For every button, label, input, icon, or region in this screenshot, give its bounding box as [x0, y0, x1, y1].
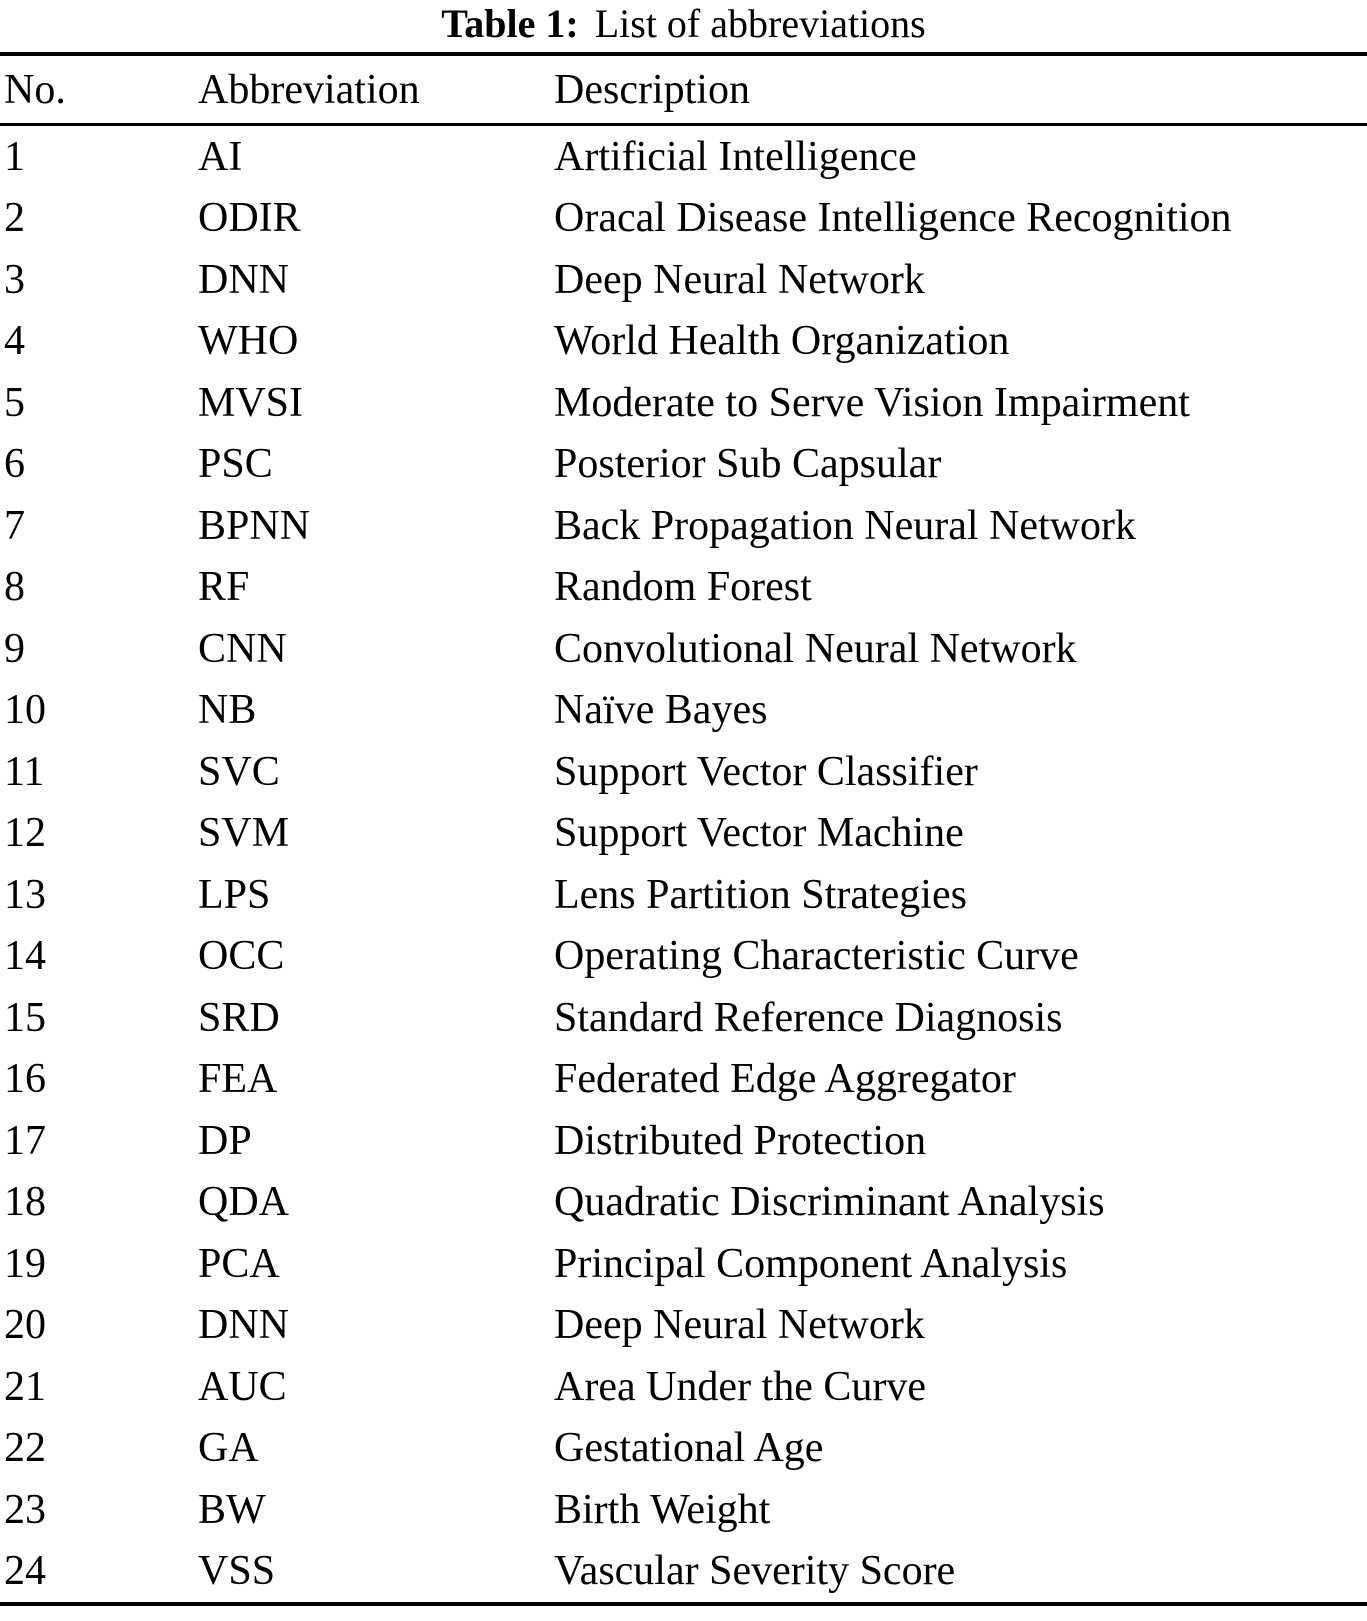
cell-no: 11: [4, 748, 45, 795]
cell-description: Random Forest: [554, 564, 812, 611]
cell-abbreviation: DP: [198, 1117, 252, 1164]
cell-no: 21: [4, 1363, 46, 1410]
cell-abbreviation: RF: [198, 564, 250, 611]
table-row: [0, 618, 1367, 680]
cell-no: 10: [4, 687, 46, 734]
cell-description: Vascular Severity Score: [554, 1548, 956, 1595]
cell-abbreviation: NB: [198, 687, 257, 734]
cell-no: 16: [4, 1056, 46, 1103]
table-row: [0, 311, 1367, 373]
cell-description: Deep Neural Network: [554, 256, 925, 303]
table-row: [0, 1356, 1367, 1418]
table-row: [0, 1049, 1367, 1111]
table-row: [0, 434, 1367, 496]
cell-description: Federated Edge Aggregator: [554, 1056, 1016, 1103]
cell-description: Operating Characteristic Curve: [554, 933, 1079, 980]
table-row: [0, 864, 1367, 926]
cell-no: 2: [4, 195, 25, 242]
cell-abbreviation: CNN: [198, 625, 287, 672]
cell-description: Area Under the Curve: [554, 1363, 927, 1410]
table-row: [0, 987, 1367, 1049]
cell-no: 20: [4, 1302, 46, 1349]
cell-abbreviation: SVC: [198, 748, 280, 795]
cell-abbreviation: PCA: [198, 1240, 280, 1287]
cell-abbreviation: OCC: [198, 933, 285, 980]
table-header: [0, 54, 1367, 125]
cell-abbreviation: FEA: [198, 1056, 278, 1103]
table-row: [0, 1172, 1367, 1234]
cell-no: 22: [4, 1425, 46, 1472]
cell-description: Posterior Sub Capsular: [554, 441, 942, 488]
cell-description: Standard Reference Diagnosis: [554, 994, 1063, 1041]
table-title-text: List of abbreviations: [594, 1, 926, 46]
cell-description: Oracal Disease Intelligence Recognition: [554, 195, 1232, 242]
cell-no: 9: [4, 625, 25, 672]
cell-description: World Health Organization: [554, 318, 1010, 365]
cell-abbreviation: ODIR: [198, 195, 301, 242]
cell-description: Birth Weight: [554, 1486, 771, 1533]
abbreviations-table: [0, 52, 1367, 1606]
cell-description: Deep Neural Network: [554, 1302, 925, 1349]
cell-abbreviation: BPNN: [198, 502, 311, 549]
cell-no: 8: [4, 564, 25, 611]
cell-no: 4: [4, 318, 25, 365]
cell-no: 5: [4, 379, 25, 426]
table-row: [0, 1479, 1367, 1541]
table-row: [0, 188, 1367, 250]
table-title: [0, 0, 1367, 52]
column-header-no: No.: [4, 66, 66, 113]
column-header-abbreviation: Abbreviation: [198, 66, 420, 113]
table-title-label: Table 1:: [441, 1, 579, 46]
cell-description: Gestational Age: [554, 1425, 824, 1472]
cell-no: 12: [4, 810, 46, 857]
cell-abbreviation: PSC: [198, 441, 273, 488]
table-row: [0, 1233, 1367, 1295]
cell-abbreviation: QDA: [198, 1179, 289, 1226]
cell-description: Lens Partition Strategies: [554, 871, 967, 918]
cell-abbreviation: BW: [198, 1486, 266, 1533]
cell-no: 23: [4, 1486, 46, 1533]
cell-abbreviation: SRD: [198, 994, 280, 1041]
table-row: [0, 1541, 1367, 1605]
cell-description: Moderate to Serve Vision Impairment: [554, 379, 1190, 426]
cell-no: 19: [4, 1240, 46, 1287]
cell-abbreviation: WHO: [198, 318, 299, 365]
cell-no: 17: [4, 1117, 46, 1164]
cell-abbreviation: DNN: [198, 1302, 289, 1349]
cell-abbreviation: GA: [198, 1425, 259, 1472]
table-row: [0, 557, 1367, 619]
cell-abbreviation: MVSI: [198, 379, 304, 426]
cell-no: 7: [4, 502, 25, 549]
cell-description: Support Vector Machine: [554, 810, 964, 857]
table-row: [0, 495, 1367, 557]
table-header-row: [0, 54, 1367, 125]
table-row: [0, 125, 1367, 188]
table-body: [0, 125, 1367, 1605]
cell-description: Artificial Intelligence: [554, 133, 917, 180]
table-row: [0, 249, 1367, 311]
table-row: [0, 372, 1367, 434]
table-row: [0, 803, 1367, 865]
cell-description: Back Propagation Neural Network: [554, 502, 1136, 549]
table-row: [0, 1295, 1367, 1357]
cell-no: 3: [4, 256, 25, 303]
table-row: [0, 926, 1367, 988]
table-row: [0, 741, 1367, 803]
cell-abbreviation: DNN: [198, 256, 289, 303]
cell-abbreviation: AUC: [198, 1363, 287, 1410]
table-row: [0, 1110, 1367, 1172]
table-row: [0, 1418, 1367, 1480]
cell-no: 15: [4, 994, 46, 1041]
cell-no: 13: [4, 871, 46, 918]
cell-no: 1: [4, 133, 25, 180]
cell-abbreviation: AI: [198, 133, 243, 180]
cell-no: 14: [4, 933, 46, 980]
cell-description: Distributed Protection: [554, 1117, 927, 1164]
cell-description: Support Vector Classifier: [554, 748, 978, 795]
cell-description: Quadratic Discriminant Analysis: [554, 1179, 1105, 1226]
cell-description: Convolutional Neural Network: [554, 625, 1077, 672]
cell-no: 18: [4, 1179, 46, 1226]
cell-description: Principal Component Analysis: [554, 1240, 1068, 1287]
table-row: [0, 680, 1367, 742]
cell-description: Naïve Bayes: [554, 687, 768, 734]
cell-no: 6: [4, 441, 25, 488]
column-header-description: Description: [554, 66, 750, 113]
cell-abbreviation: SVM: [198, 810, 290, 857]
cell-abbreviation: VSS: [198, 1548, 276, 1595]
cell-abbreviation: LPS: [198, 871, 271, 918]
cell-no: 24: [4, 1548, 46, 1595]
